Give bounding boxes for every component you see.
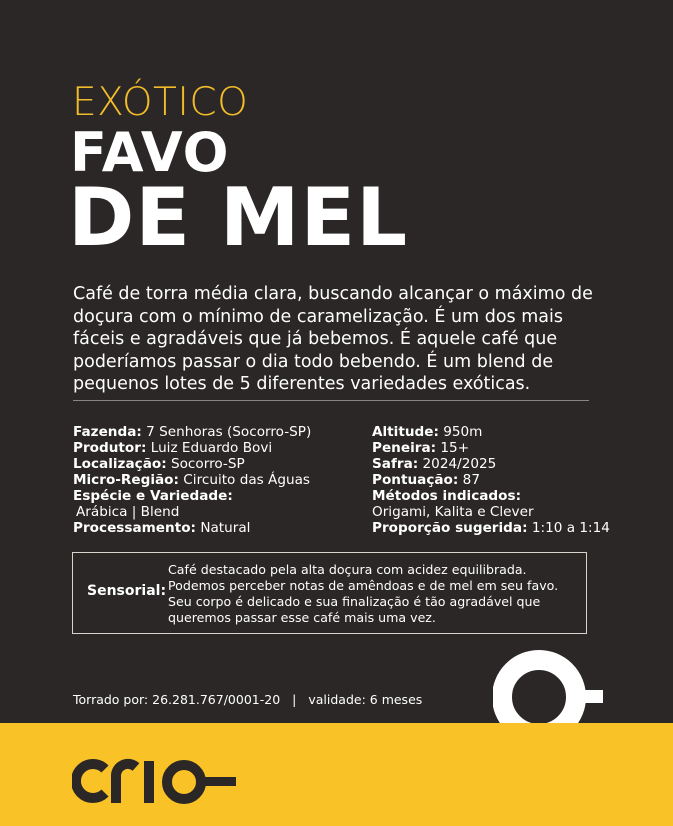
- spec-row: [73, 424, 311, 440]
- spec-label: Localização:: [73, 456, 167, 472]
- validity-value: 6 meses: [369, 692, 423, 707]
- spec-row: [372, 472, 610, 488]
- product-title-line2: DE MEL: [68, 171, 409, 264]
- spec-value: Circuito das Águas: [183, 472, 311, 488]
- specs-left: [73, 424, 311, 536]
- spec-row: [372, 488, 610, 504]
- sensorial-text: Café destacado pela alta doçura com acidez equilibrada. Podemos perceber notas de amêndoas e de mel em seu favo. Seu corpo é delicado e sua finalização é tão agradável que queremos passar esse café mais uma vez.: [168, 562, 559, 625]
- spec-label: Processamento:: [73, 520, 196, 536]
- spec-value: Natural: [200, 520, 251, 536]
- spec-value: 87: [462, 472, 480, 488]
- spec-label: Pontuação:: [372, 472, 459, 488]
- spec-label: Safra:: [372, 456, 419, 472]
- crio-logo: [72, 755, 242, 807]
- product-title-line1: FAVO: [70, 121, 230, 184]
- validity-label: validade:: [308, 692, 366, 707]
- spec-value: 950m: [443, 424, 483, 440]
- spec-label: Altitude:: [372, 424, 439, 440]
- spec-row: [372, 424, 610, 440]
- spec-label: Proporção sugerida:: [372, 520, 528, 536]
- product-tag: EXÓTICO: [72, 80, 249, 125]
- spec-label: Micro-Região:: [73, 472, 179, 488]
- spec-value: 1:10 a 1:14: [531, 520, 610, 536]
- spec-row: [73, 456, 311, 472]
- spec-value: 7 Senhoras (Socorro-SP): [146, 424, 312, 440]
- spec-row: [372, 520, 610, 536]
- spec-label: Peneira:: [372, 440, 437, 456]
- spec-row: [372, 440, 610, 456]
- spec-label: Métodos indicados:: [372, 488, 522, 504]
- spec-row: [73, 504, 311, 520]
- spec-value: 15+: [440, 440, 470, 456]
- spec-label: Produtor:: [73, 440, 147, 456]
- spec-row: [73, 520, 311, 536]
- spec-value: Origami, Kalita e Clever: [372, 504, 534, 520]
- spec-value: Arábica | Blend: [76, 504, 180, 520]
- product-description: Café de torra média clara, buscando alcançar o máximo de doçura com o mínimo de caramelização. É um dos mais fáceis e agradáveis que já bebemos. É aquele café que poderíamos passar o dia todo bebendo. É um blend de pequenos lotes de 5 diferentes variedades exóticas.: [73, 284, 593, 394]
- sensorial-box: [72, 552, 587, 634]
- spec-row: [73, 440, 311, 456]
- spec-label: Fazenda:: [73, 424, 142, 440]
- spec-row: [73, 472, 311, 488]
- separator: |: [292, 692, 297, 707]
- roast-info: [73, 692, 422, 707]
- spec-value: 2024/2025: [422, 456, 497, 472]
- spec-row: [372, 504, 610, 520]
- spec-row: [372, 456, 610, 472]
- roasted-label: Torrado por:: [73, 692, 149, 707]
- spec-value: Luiz Eduardo Bovi: [150, 440, 273, 456]
- spec-label: Espécie e Variedade:: [73, 488, 233, 504]
- specs-right: [372, 424, 610, 536]
- divider: [73, 400, 589, 401]
- sensorial-label: Sensorial:: [87, 583, 167, 599]
- spec-value: Socorro-SP: [170, 456, 245, 472]
- roasted-value: 26.281.767/0001-20: [152, 692, 281, 707]
- spec-row: [73, 488, 311, 504]
